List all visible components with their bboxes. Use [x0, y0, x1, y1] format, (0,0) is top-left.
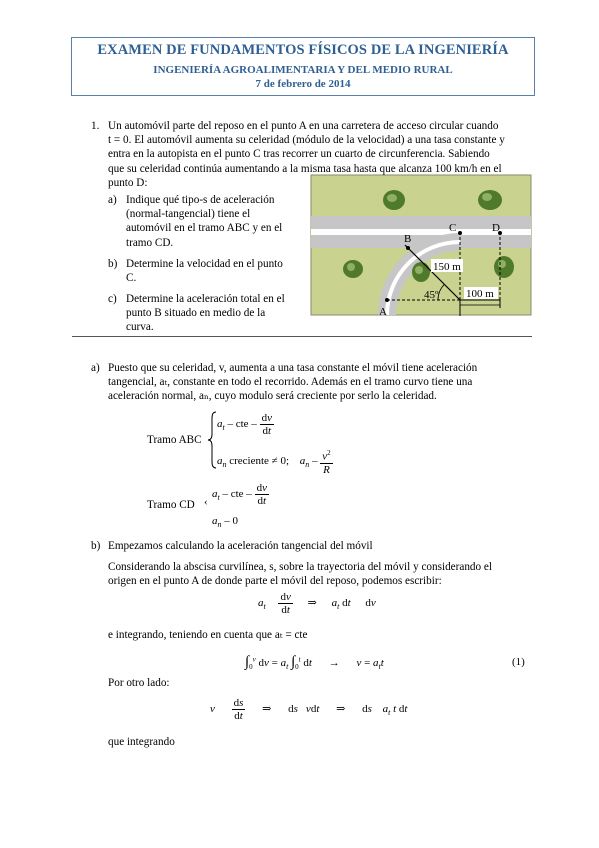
exam-title: EXAMEN DE FUNDAMENTOS FÍSICOS DE LA INGENIERÍA — [97, 42, 509, 58]
question-list — [108, 193, 308, 336]
tangential-definition-eq: $a_t$ $\frac{dv}{dt}$ ⇒ $a_t$ dt dv — [258, 591, 376, 616]
solution-a-text: Puesto que su celeridad, v, aumenta a una tasa constante el móvil tiene aceleración tangencial, aₜ, constante en todo el recorrido. Además en el tramo curvo tiene una aceleración normal, aₙ, cuyo modulo será creciente por serlo la celeridad. — [108, 362, 478, 403]
solution-b-text: Considerando la abscisa curvilínea, s, sobre la trayectoria del móvil y considerando el origen en el punto A de donde parte el móvil del reposo, podemos escribir: — [108, 561, 492, 588]
point-label-a: A — [379, 306, 387, 316]
point-label-d: D — [492, 222, 500, 234]
equation-number: (1) — [512, 656, 525, 668]
tree-icon — [412, 262, 430, 282]
integrating-note: e integrando, teniendo en cuenta que aₜ = cte — [108, 629, 308, 641]
distance-label: 100 m — [466, 288, 494, 300]
point-label-b: B — [404, 233, 412, 245]
statement-line: entra en la autopista en el punto C tras recorrer un cuarto de circunferencia. Sabiendo — [108, 148, 490, 161]
solution-a-label: a) — [91, 362, 100, 374]
abc-normal-eq: $a_n$ creciente ≠ 0; $a_n$ – $\frac{v^2}{R}$ — [217, 449, 331, 476]
exam-date: 7 de febrero de 2014 — [255, 78, 351, 90]
exam-subtitle: INGENIERÍA AGROALIMENTARIA Y DEL MEDIO RURAL — [153, 64, 453, 76]
brace-cd: ‹ — [204, 496, 208, 508]
abc-tangential-eq: $a_t$ – cte – $\frac{dv}{dt}$ — [217, 412, 272, 437]
solution-b-label: b) — [91, 540, 101, 552]
question-a: a) Indique qué tipo-s de aceleración (normal-tangencial) tiene el automóvil en el tramo ABC y en el tramo CD. — [108, 194, 283, 249]
question-b: b) Determine la velocidad en el punto C. — [108, 258, 283, 285]
statement-line: Un automóvil parte del reposo en el punto A en una carretera de acceso circular cuando — [108, 120, 499, 132]
integral-eq: $\int_0^v$ dv = $a_t$ $\int_0^t$ dt → $v = a_tt$ — [245, 654, 384, 672]
other-side-note: Por otro lado: — [108, 677, 170, 689]
tramo-abc-label: Tramo ABC — [147, 434, 202, 446]
velocity-definition-eq: v $\frac{ds}{dt}$ ⇒ ds vdt ⇒ ds $a_t$ t dt — [210, 697, 408, 722]
problem-number: 1. — [91, 120, 100, 132]
cd-normal-eq: $a_n - 0$ — [212, 515, 238, 530]
exam-header — [71, 37, 535, 96]
that-integrating-note: que integrando — [108, 736, 175, 748]
solution-b-intro: Empezamos calculando la aceleración tangencial del móvil — [108, 540, 373, 552]
angle-label: 45º — [424, 289, 439, 301]
tree-icon — [494, 256, 514, 278]
section-divider — [72, 336, 532, 337]
tree-icon — [383, 190, 405, 210]
radius-label: 150 m — [433, 261, 461, 273]
statement-line: punto D: — [108, 176, 148, 189]
tramo-cd-label: Tramo CD — [147, 499, 195, 511]
cd-tangential-eq: $a_t$ – cte – $\frac{dv}{dt}$ — [212, 482, 267, 507]
point-label-c: C — [449, 222, 457, 234]
question-c: c) Determine la aceleración total en el punto B situado en medio de la curva. — [108, 293, 285, 334]
road-figure — [310, 174, 532, 316]
tree-icon — [343, 260, 363, 278]
statement-line: t = 0. El automóvil aumenta su celeridad (módulo de la velocidad) a una tasa constante y — [108, 134, 505, 147]
tree-icon — [478, 190, 502, 210]
statement-line: que su celeridad continúa aumentando a la misma tasa hasta que alcanza 100 km/h en el — [108, 162, 502, 175]
